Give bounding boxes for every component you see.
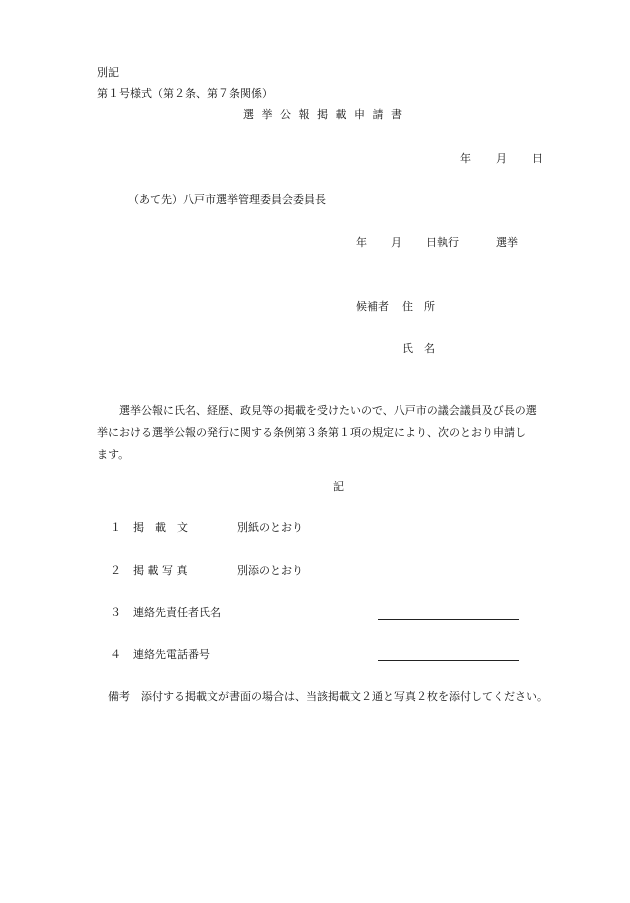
- item-1-value: 別紙のとおり: [237, 521, 303, 534]
- candidate-address-label: 住 所: [402, 300, 435, 313]
- item-3-number: ３: [110, 606, 121, 619]
- ki-heading: 記: [333, 480, 344, 493]
- item-2-value: 別添のとおり: [237, 564, 303, 577]
- candidate-name-label: 氏 名: [402, 342, 435, 355]
- item-4-blank-line: [378, 660, 519, 661]
- addressee: （あて先）八戸市選挙管理委員会委員長: [128, 193, 326, 206]
- item-3-blank-line: [378, 619, 519, 620]
- item-2-label: 掲 載 写 真: [133, 564, 188, 577]
- note-text: 備考 添付する掲載文が書面の場合は、当該掲載文２通と写真２枚を添付してください。: [108, 690, 548, 703]
- date-day: 日: [532, 152, 543, 165]
- form-number: 第１号様式（第２条、第７条関係）: [97, 87, 273, 100]
- page-title: 選 挙 公 報 掲 載 申 請 書: [243, 108, 404, 121]
- candidate-label: 候補者: [356, 300, 389, 313]
- body-line-1: 選挙公報に氏名、経歴、政見等の掲載を受けたいので、八戸市の議会議員及び長の選: [119, 404, 537, 417]
- election-month: 月: [391, 236, 402, 249]
- election-day-exec: 日執行: [426, 236, 459, 249]
- election-name: 選挙: [496, 236, 518, 249]
- date-year: 年: [460, 152, 471, 165]
- date-month: 月: [496, 152, 507, 165]
- item-1-label: 掲 載 文: [133, 521, 188, 534]
- item-3-label: 連絡先責任者氏名: [133, 606, 221, 619]
- item-1-number: １: [110, 521, 121, 534]
- item-4-number: ４: [110, 648, 121, 661]
- body-line-2: 挙における選挙公報の発行に関する条例第３条第１項の規定により、次のとおり申請し: [97, 426, 526, 439]
- body-line-3: ます。: [97, 448, 130, 461]
- item-2-number: ２: [110, 564, 121, 577]
- item-4-label: 連絡先電話番号: [133, 648, 210, 661]
- election-year: 年: [356, 236, 367, 249]
- annex-label: 別記: [97, 66, 119, 79]
